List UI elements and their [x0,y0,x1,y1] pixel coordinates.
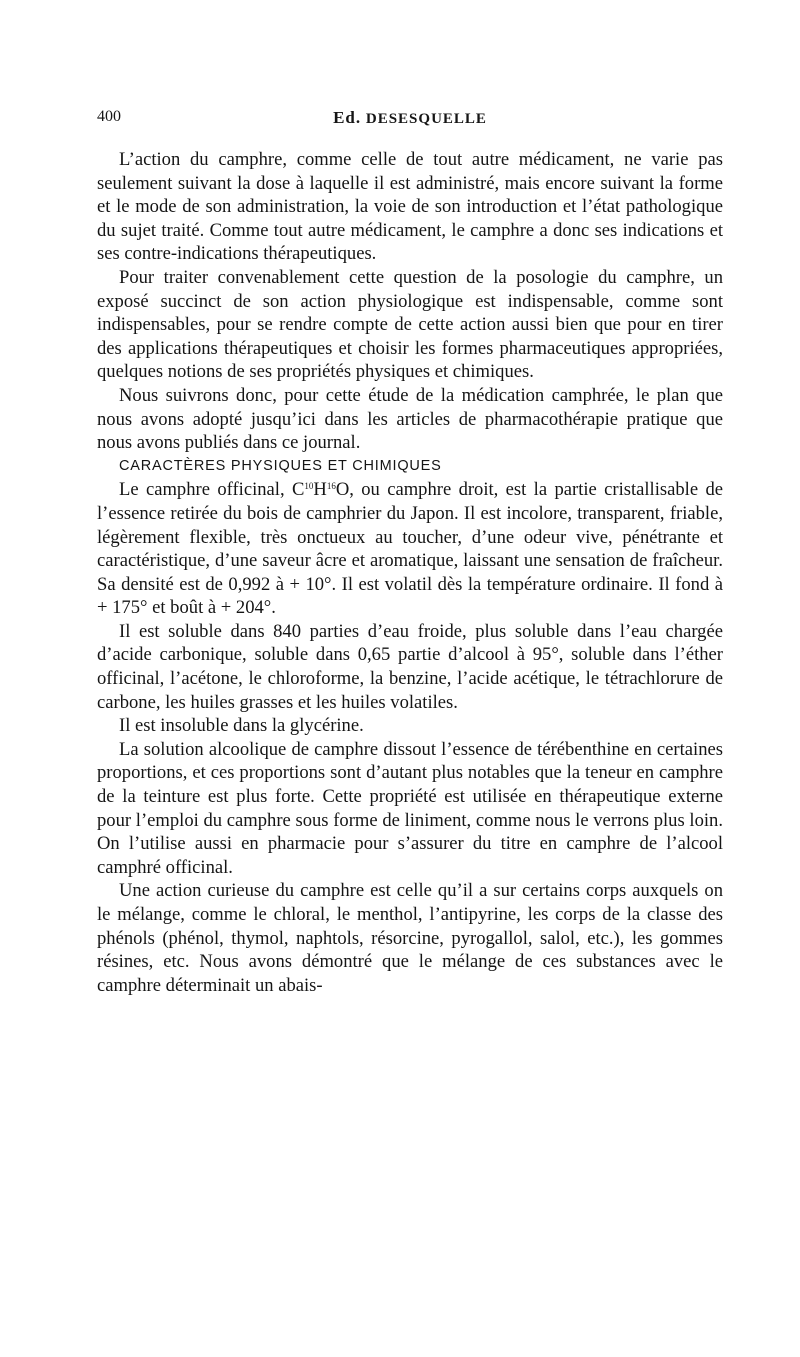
paragraph: Nous suivrons donc, pour cette étude de la médication camphrée, le plan que nous avons adopté jusqu’ici dans les articles de pharmacothérapie pratique que nous avons publiés dans ce journal. [97,384,723,454]
paragraph: Il est soluble dans 840 parties d’eau froide, plus soluble dans l’eau chargée d’acide carbonique, soluble dans 0,65 partie d’alcool à 95°, soluble dans l’éther officinal, l’acétone, le chloroforme, la benzine, l’acide acétique, le tétrachlorure de carbone, les huiles grasses et les huiles volatiles. [97,620,723,713]
article-body [97,148,723,997]
paragraph-lead: Le camphre officinal, [119,479,285,501]
page-number: 400 [97,108,121,125]
author-surname: DESESQUELLE [365,111,487,127]
paragraph-rest: , ou camphre droit, est la partie cristallisable de l’essence retirée du bois de camphrier du Japon. Il est incolore, transparent, friable, légèrement flexible, très onctueux au toucher, d’une odeur vive, pénétrante et caractéristique, d’une saveur âcre et aromatique, laissant une sensation de fraîcheur. Sa densité est de 0,992 à + 10°. Il est volatil dès la température ordinaire. Il fond à + 175° et boût à + 204°. [97,479,723,619]
author-initial: Ed. [333,108,362,127]
paragraph: La solution alcoolique de camphre dissout l’essence de térébenthine en certaines proportions, et ces proportions sont d’autant plus notables que la teneur en camphre de la teinture est plus forte. Cette propriété est utilisée en thérapeutique externe pour l’emploi du camphre sous forme de liniment, comme nous le verrons plus loin. On l’utilise aussi en pharmacie pour s’assurer du titre en camphre de l’alcool camphré officinal. [97,738,723,878]
paragraph: Il est insoluble dans la glycérine. [119,715,364,737]
paragraph: Une action curieuse du camphre est celle qu’il a sur certains corps auxquels on le mélange, comme le chloral, le menthol, l’antipyrine, les corps de la classe des phénols (phénol, thymol, naphtols, résorcine, pyrogallol, salol, etc.), les gommes résines, etc. Nous avons démontré que le mélange de ces substances avec le camphre déterminait un abais- [97,880,723,996]
paragraph-formula [97,478,723,620]
paragraph: Pour traiter convenablement cette question de la posologie du camphre, un exposé succinct de son action physiologique est indispensable, comme sont indispensables, pour se rendre compte de cette action aussi bien que pour en tirer des applications thérapeutiques et choisir les formes pharmaceutiques appropriées, quelques notions de ses propriétés physiques et chimiques. [97,266,723,383]
running-head [97,108,723,128]
chemical-formula: $C^{10}H^{16}O$ [291,479,350,501]
page-header [97,104,723,134]
section-heading: CARACTÈRES PHYSIQUES ET CHIMIQUES [119,457,442,474]
paragraph: L’action du camphre, comme celle de tout autre médicament, ne varie pas seulement suivant la dose à laquelle il est administré, mais encore suivant la forme et le mode de son administration, la voie de son introduction et l’état pathologique du sujet traité. Comme tout autre médicament, le camphre a donc ses indications et ses contre-indications thérapeutiques. [97,149,723,265]
